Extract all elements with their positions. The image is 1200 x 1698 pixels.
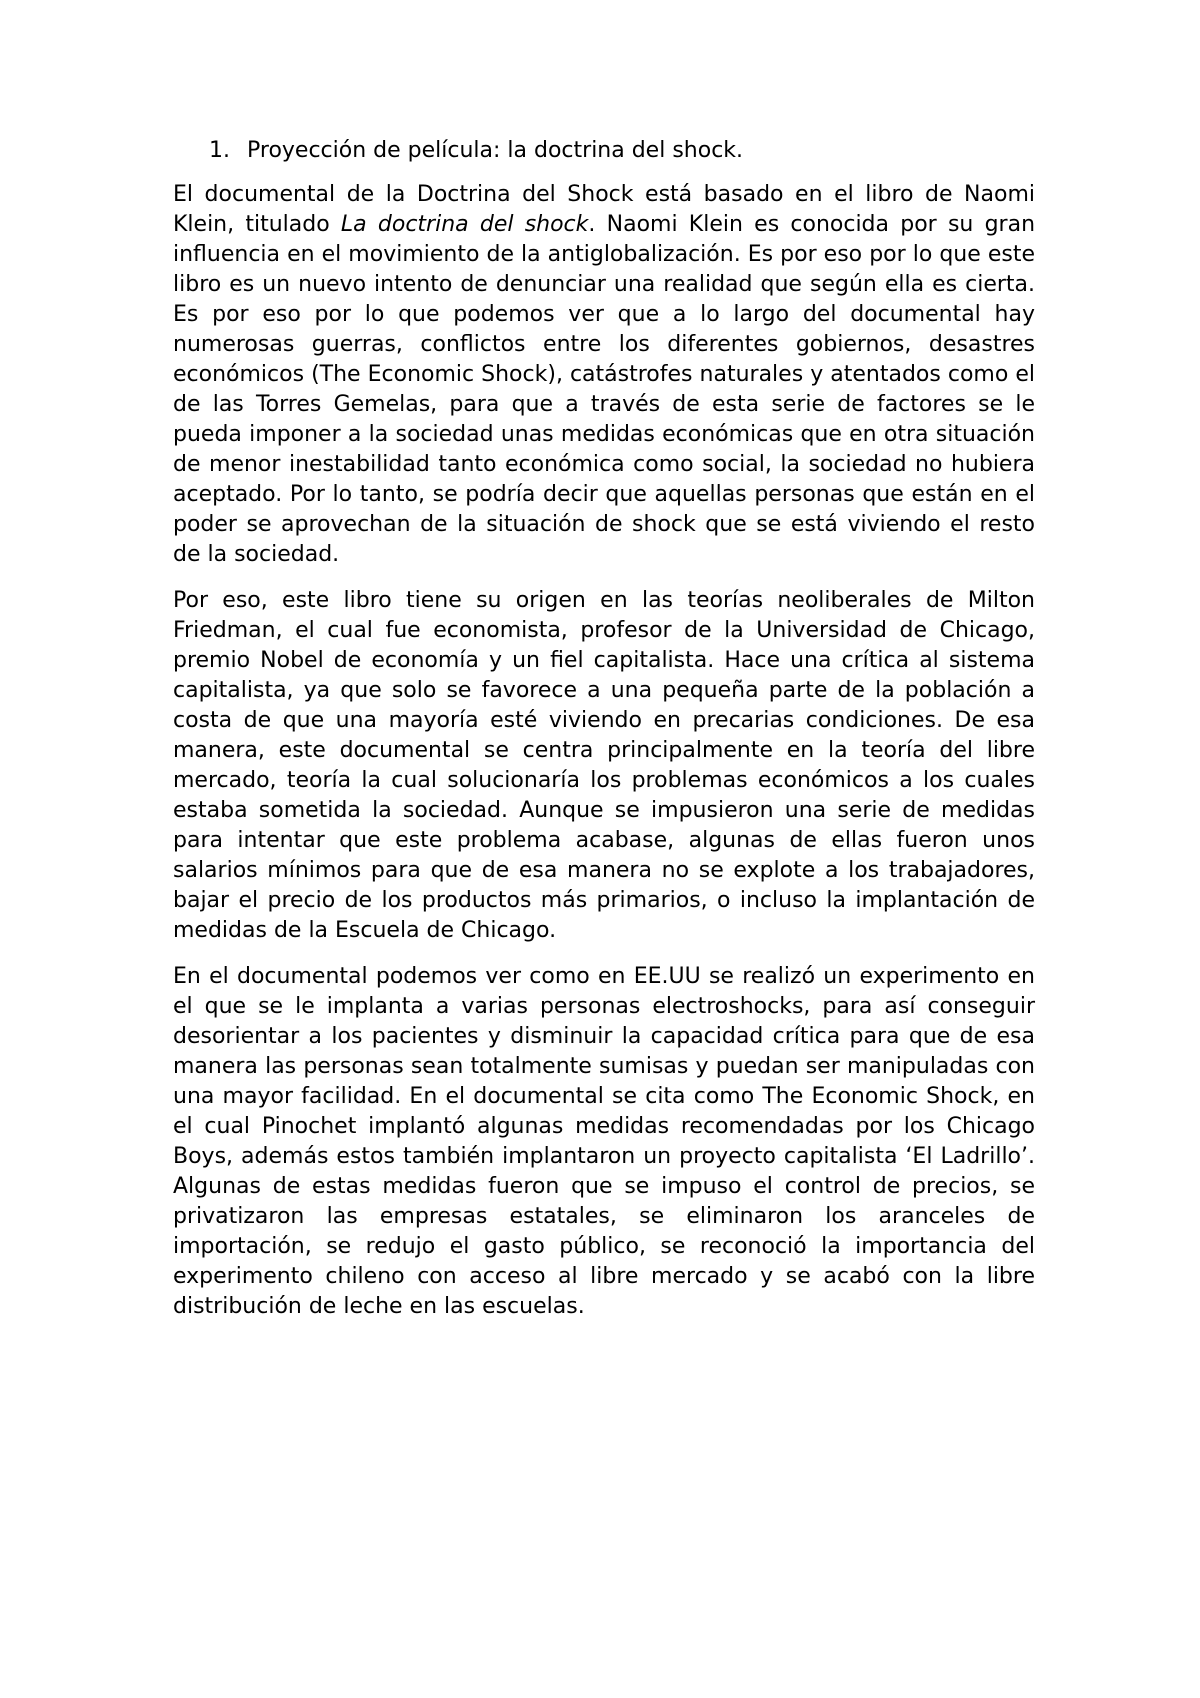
book-title-italic: La doctrina del shock [340, 212, 589, 237]
document-page [173, 136, 1035, 1338]
paragraph-2: Por eso, este libro tiene su origen en las teorías neoliberales de Milton Friedman, el cual fue economista, profesor de la Universidad de Chicago, premio Nobel de economía y un fiel capitalista. Hace una crítica al sistema capitalista, ya que solo se favorece a una pequeña parte de la población a costa de que una mayoría esté viviendo en precarias condiciones. De esa manera, este documental se centra principalmente en la teoría del libre mercado, teoría la cual solucionaría los problemas económicos a los cuales estaba sometida la sociedad. Aunque se impusieron una serie de medidas para intentar que este problema acabase, algunas de ellas fueron unos salarios mínimos para que de esa manera no se explote a los trabajadores, bajar el precio de los productos más primarios, o incluso la implantación de medidas de la Escuela de Chicago. [173, 588, 1035, 943]
paragraph-1-text-end: . Naomi Klein es conocida por su gran influencia en el movimiento de la antiglobalización. Es por eso por lo que este libro es un nuevo intento de denunciar una realidad que según ella es cierta. Es por eso por lo que podemos ver que a lo largo del documental hay numerosas guerras, conflictos entre los diferentes gobiernos, desastres económicos (The Economic Shock), catástrofes naturales y atentados como el de las Torres Gemelas, para que a través de esta serie de factores se le pueda imponer a la sociedad unas medidas económicas que en otra situación de menor inestabilidad tanto económica como social, la sociedad no hubiera aceptado. Por lo tanto, se podría decir que aquellas personas que están en el poder se aprovechan de la situación de shock que se está viviendo el resto de la sociedad. [173, 212, 1036, 567]
paragraph-3: En el documental podemos ver como en EE.UU se realizó un experimento en el que se le implanta a varias personas electroshocks, para así conseguir desorientar a los pacientes y disminuir la capacidad crítica para que de esa manera las personas sean totalmente sumisas y puedan ser manipuladas con una mayor facilidad. En el documental se cita como The Economic Shock, en el cual Pinochet implantó algunas medidas recomendadas por los Chicago Boys, además estos también implantaron un proyecto capitalista ‘El Ladrillo’. Algunas de estas medidas fueron que se impuso el control de precios, se privatizaron las empresas estatales, se eliminaron los aranceles de importación, se redujo el gasto público, se reconoció la importancia del experimento chileno con acceso al libre mercado y se acabó con la libre distribución de leche en las escuelas. [173, 964, 1035, 1319]
section-heading [173, 136, 1035, 166]
paragraph-1 [173, 180, 1035, 570]
heading-text: Proyección de película: la doctrina del shock. [247, 138, 744, 163]
paragraph-1-text-start: El documental de la Doctrina del Shock está basado en el libro de Naomi Klein, titulado [173, 182, 1035, 237]
heading-number: 1. [209, 138, 230, 163]
